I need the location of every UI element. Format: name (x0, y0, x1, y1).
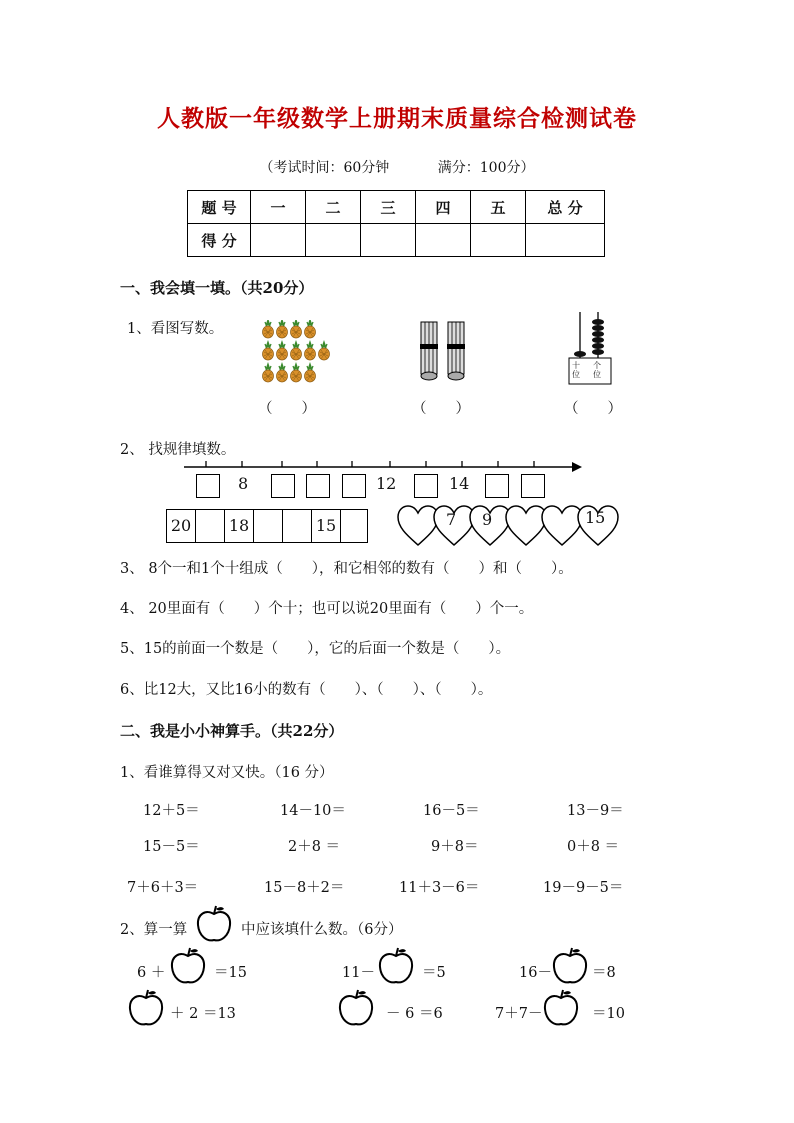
score-input-cell[interactable] (471, 224, 526, 257)
apple-eq-part: ＝8 (592, 965, 616, 981)
score-row (188, 224, 605, 257)
calc-problem: 12＋5＝ (143, 803, 200, 819)
apple-eq-part: ＝10 (592, 1006, 625, 1022)
number-strip-cell: 15 (312, 510, 341, 542)
calc-problem: 15－8＋2＝ (264, 880, 345, 896)
section2-heading: 二、我是小小神算手。（共22分） (120, 722, 344, 740)
apple-eq-part: ＋ 2 ＝13 (170, 1006, 236, 1022)
calc-problem: 15－5＝ (143, 839, 200, 855)
score-table (187, 190, 605, 257)
number-line-value: 8 (238, 474, 249, 493)
apple-eq-part: 6 ＋ (137, 965, 166, 981)
score-input-cell[interactable] (361, 224, 416, 257)
heart-value: 7 (446, 510, 457, 529)
number-line-blank-box[interactable] (306, 474, 330, 498)
calc-label: 1、看谁算得又对又快。（16 分） (120, 765, 334, 781)
apple-answer-icon[interactable] (552, 947, 590, 987)
calc-problem: 19－9－5＝ (543, 880, 624, 896)
apple-answer-icon[interactable] (543, 989, 581, 1029)
stick-bundles-picture (418, 320, 468, 382)
score-header-cell: 一 (251, 191, 306, 224)
number-strip-cell[interactable] (254, 510, 283, 542)
apple-icon (196, 905, 234, 945)
exam-total: 满分：100分） (437, 160, 535, 176)
calc-problem: 0＋8 ＝ (567, 839, 620, 855)
exam-info (0, 157, 794, 177)
abacus-tens-label: 十 位 (572, 361, 580, 379)
number-strip (166, 509, 368, 543)
number-line-blank-box[interactable] (521, 474, 545, 498)
apple-answer-icon[interactable] (128, 989, 166, 1029)
abacus-ones-label: 个 位 (593, 361, 601, 379)
score-header-cell: 题 号 (188, 191, 251, 224)
score-header-row (188, 191, 605, 224)
q5-text: 5、15的前面一个数是（ ），它的后面一个数是（ ）。 (120, 641, 511, 657)
apple-eq-part: － 6 ＝6 (386, 1006, 443, 1022)
calc-problem: 9＋8＝ (431, 839, 479, 855)
number-strip-cell[interactable] (196, 510, 225, 542)
calc-problem: 2＋8 ＝ (288, 839, 341, 855)
apple-eq-part: ＝5 (422, 965, 446, 981)
q3-text: 3、 8个一和1个十组成（ ），和它相邻的数有（ ）和（ ）。 (120, 561, 573, 577)
score-input-cell[interactable] (526, 224, 605, 257)
apple-eq-part: 7＋7－ (495, 1006, 543, 1022)
calc-problem: 11＋3－6＝ (399, 880, 480, 896)
apple-question-label-end: 中应该填什么数。（6分） (241, 922, 403, 938)
exam-time: （考试时间：60分钟 (259, 160, 390, 176)
number-line-value: 12 (376, 474, 397, 493)
pineapple-picture (262, 320, 334, 386)
apple-eq-part: 11－ (342, 965, 375, 981)
score-header-cell: 三 (361, 191, 416, 224)
page-title: 人教版一年级数学上册期末质量综合检测试卷 (157, 105, 637, 132)
number-strip-cell: 20 (167, 510, 196, 542)
number-line-value: 14 (449, 474, 470, 493)
score-header-cell: 总 分 (526, 191, 605, 224)
apple-question-label-start: 2、算一算 (120, 922, 188, 938)
score-input-cell[interactable] (306, 224, 361, 257)
number-line-blank-box[interactable] (485, 474, 509, 498)
apple-answer-icon[interactable] (170, 947, 208, 987)
number-line-blank-box[interactable] (414, 474, 438, 498)
q1-label: 1、看图写数。 (127, 321, 224, 337)
score-header-cell: 五 (471, 191, 526, 224)
score-row-label: 得 分 (188, 224, 251, 257)
number-line-blank-box[interactable] (271, 474, 295, 498)
number-strip-cell: 18 (225, 510, 254, 542)
calc-problem: 13－9＝ (567, 803, 624, 819)
q1-answer-blank[interactable]: （ ） (258, 401, 316, 417)
number-strip-cell[interactable] (341, 510, 367, 542)
q6-text: 6、比12大，又比16小的数有（ ）、（ ）、（ ）。 (120, 682, 493, 698)
apple-eq-part: ＝15 (214, 965, 247, 981)
section1-heading: 一、我会填一填。（共20分） (120, 279, 314, 297)
calc-problem: 14－10＝ (280, 803, 346, 819)
q2-label: 2、 找规律填数。 (120, 442, 236, 458)
apple-answer-icon[interactable] (338, 989, 376, 1029)
number-strip-cell[interactable] (283, 510, 312, 542)
heart-value: 9 (482, 510, 493, 529)
number-line (184, 460, 584, 472)
calc-problem: 7＋6＋3＝ (127, 880, 199, 896)
score-header-cell: 二 (306, 191, 361, 224)
number-line-blank-box[interactable] (196, 474, 220, 498)
heart-value: 15 (585, 508, 606, 527)
number-line-blank-box[interactable] (342, 474, 366, 498)
q1-answer-blank[interactable]: （ ） (412, 401, 470, 417)
q4-text: 4、 20里面有（ ）个十；也可以说20里面有（ ）个一。 (120, 601, 534, 617)
apple-answer-icon[interactable] (378, 947, 416, 987)
score-header-cell: 四 (416, 191, 471, 224)
q1-answer-blank[interactable]: （ ） (564, 401, 622, 417)
score-input-cell[interactable] (251, 224, 306, 257)
calc-problem: 16－5＝ (423, 803, 480, 819)
score-input-cell[interactable] (416, 224, 471, 257)
apple-eq-part: 16－ (519, 965, 552, 981)
